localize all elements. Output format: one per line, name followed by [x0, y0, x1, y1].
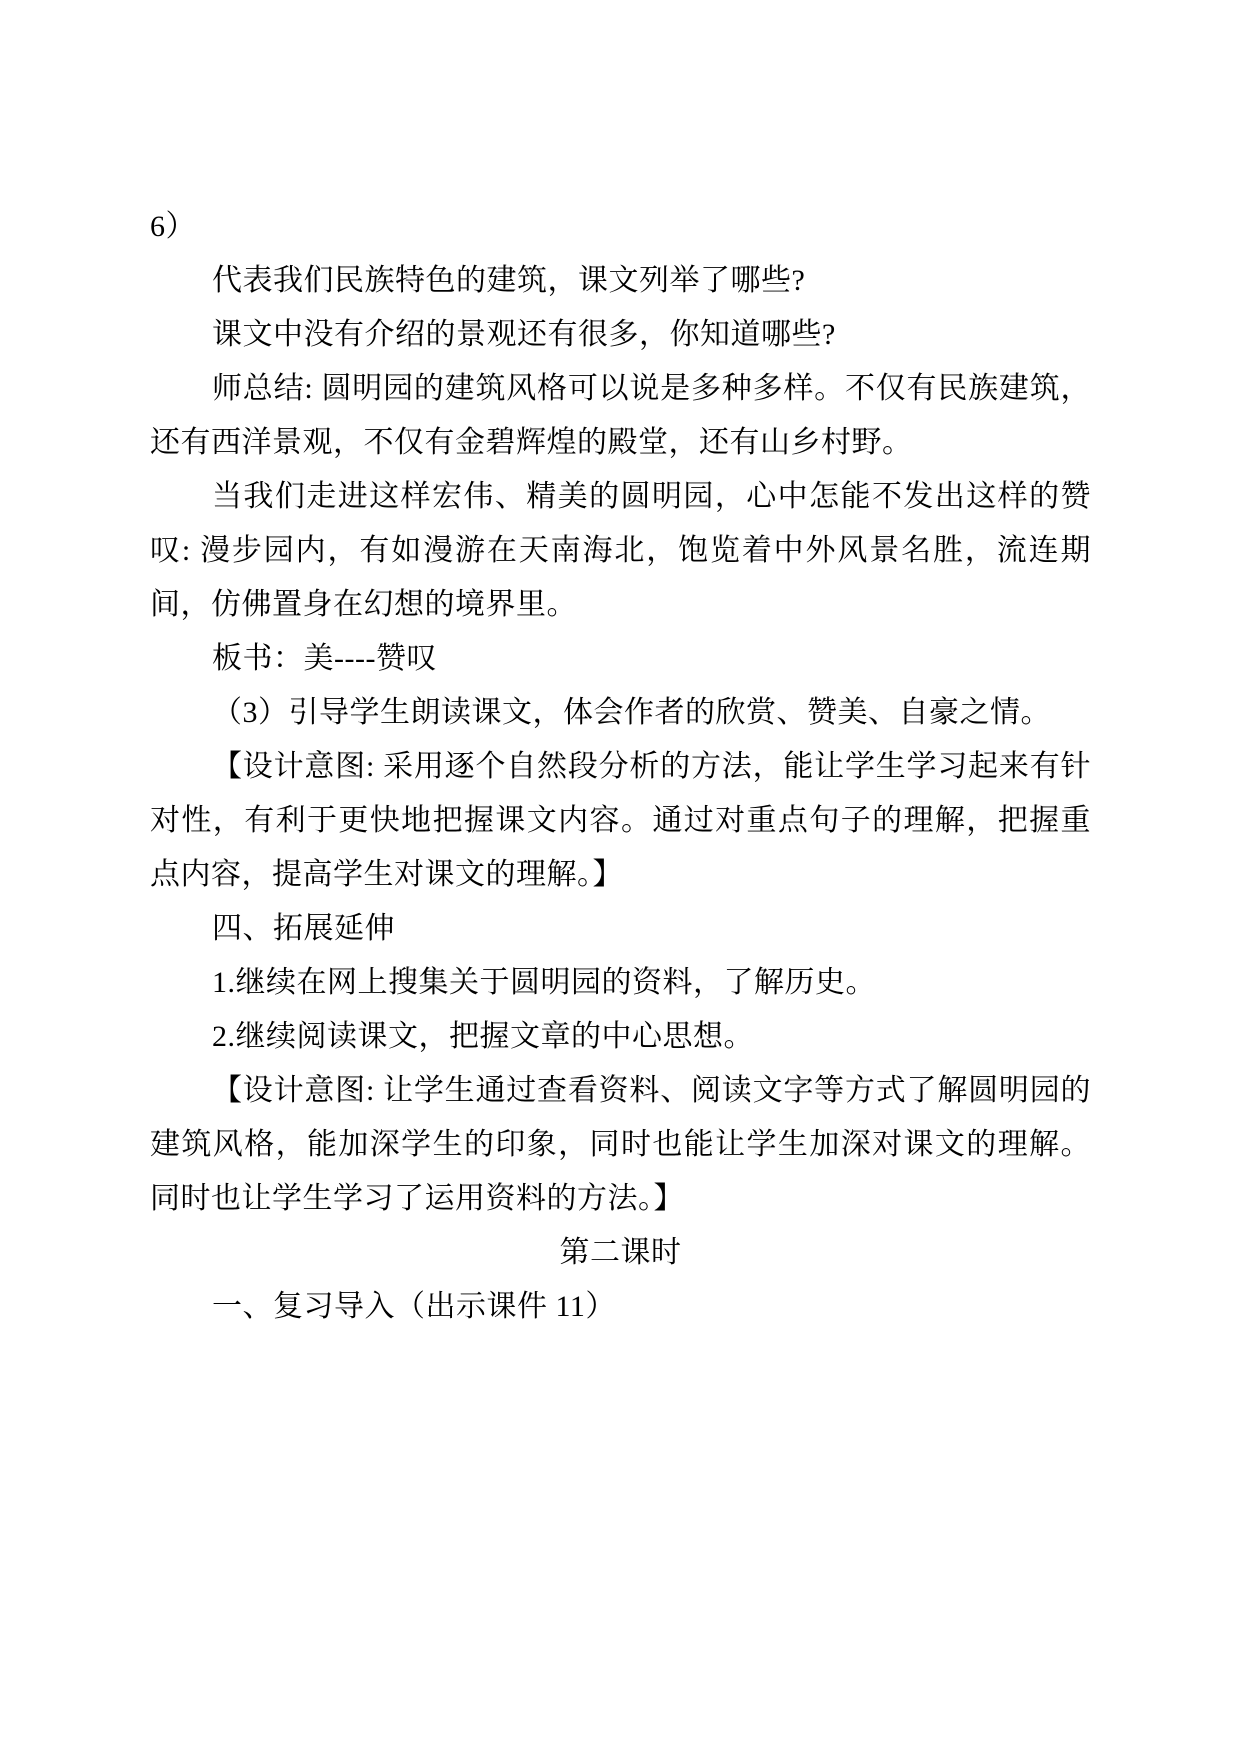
- paragraph-task-1: 1.继续在网上搜集关于圆明园的资料，了解历史。: [212, 966, 876, 999]
- paragraph-blackboard-note: 板书：美----赞叹: [212, 642, 437, 675]
- heading-section-one-review: 一、复习导入（出示课件 11）: [212, 1290, 616, 1323]
- paragraph-design-intent-2: 【设计意图: 让学生通过查看资料、阅读文字等方式了解圆明园的建筑风格，能加深学生的印象，同时也能让学生加深对课文的理解。同时也让学生学习了运用资料的方法。】: [150, 1074, 1091, 1215]
- paragraph-question-1: 代表我们民族特色的建筑，课文列举了哪些?: [212, 264, 806, 297]
- page-marker: 6）: [150, 210, 196, 243]
- paragraph-teacher-summary: 师总结: 圆明园的建筑风格可以说是多种多样。不仅有民族建筑，还有西洋景观，不仅有金碧辉煌的殿堂，还有山乡村野。: [150, 372, 1091, 459]
- heading-section-four: 四、拓展延伸: [212, 912, 395, 945]
- paragraph-design-intent-1: 【设计意图: 采用逐个自然段分析的方法，能让学生学习起来有针对性，有利于更快地把握课文内容。通过对重点句子的理解，把握重点内容，提高学生对课文的理解。】: [150, 750, 1091, 891]
- heading-second-lesson: 第二课时: [559, 1236, 682, 1269]
- paragraph-step-3: （3）引导学生朗读课文，体会作者的欣赏、赞美、自豪之情。: [212, 696, 1051, 729]
- paragraph-appreciation: 当我们走进这样宏伟、精美的圆明园，心中怎能不发出这样的赞叹: 漫步园内，有如漫游在天南海北，饱览着中外风景名胜，流连期间，仿佛置身在幻想的境界里。: [150, 480, 1091, 621]
- paragraph-task-2: 2.继续阅读课文，把握文章的中心思想。: [212, 1020, 754, 1053]
- paragraph-question-2: 课文中没有介绍的景观还有很多，你知道哪些?: [212, 318, 836, 351]
